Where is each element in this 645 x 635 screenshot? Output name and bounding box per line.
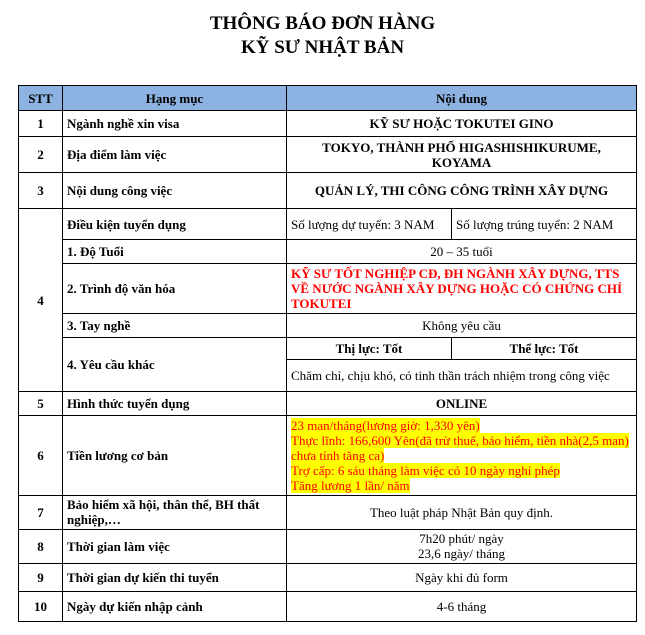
table-header-row [19, 86, 637, 111]
recruit-quota: Số lượng dự tuyển: 3 NAM [287, 209, 452, 240]
row-category: Địa điểm làm việc [63, 137, 287, 173]
row-category: Bảo hiểm xã hội, thân thể, BH thất nghiệp,… [63, 495, 287, 529]
table-row [19, 529, 637, 563]
row-category: Hình thức tuyển dụng [63, 392, 287, 415]
salary-content [287, 415, 637, 495]
row-content [287, 529, 637, 563]
table-row [19, 591, 637, 621]
row-stt: 3 [19, 173, 63, 209]
table-row [19, 495, 637, 529]
table-row [19, 415, 637, 495]
other-value: Chăm chỉ, chịu khó, có tinh thần trách nhiệm trong công việc [287, 360, 637, 392]
row-stt: 4 [19, 209, 63, 392]
row-stt: 9 [19, 563, 63, 591]
table-row [19, 111, 637, 137]
age-value: 20 – 35 tuổi [287, 240, 637, 264]
table-row [19, 137, 637, 173]
page-title: THÔNG BÁO ĐƠN HÀNG [209, 13, 436, 34]
table-row [19, 209, 637, 240]
row-content: Theo luật pháp Nhật Bản quy định. [287, 495, 637, 529]
fitness: Thể lực: Tốt [452, 338, 637, 360]
table-row [19, 338, 637, 360]
work-days: 23,6 ngày/ tháng [418, 546, 506, 562]
row-content: TOKYO, THÀNH PHỐ HIGASHISHIKURUME, KOYAMA [287, 137, 637, 173]
row-category: Nội dung công việc [63, 173, 287, 209]
skill-value: Không yêu cầu [287, 314, 637, 338]
salary-line: Trợ cấp: 6 sáu tháng làm việc có 10 ngày nghỉ phép [291, 462, 560, 478]
row-stt: 5 [19, 392, 63, 415]
row-content: Ngày khi đủ form [287, 563, 637, 591]
salary-line: Tăng lương 1 lần/ năm [291, 477, 410, 493]
row-category: Thời gian làm việc [63, 529, 287, 563]
row-stt: 10 [19, 591, 63, 621]
header-category: Hạng mục [63, 86, 287, 111]
row-content: ONLINE [287, 392, 637, 415]
order-table [18, 85, 637, 622]
row-stt: 1 [19, 111, 63, 137]
row-content: KỸ SƯ HOẶC TOKUTEI GINO [287, 111, 637, 137]
recruit-label: Điều kiện tuyển dụng [63, 209, 287, 240]
row-category: Tiền lương cơ bản [63, 415, 287, 495]
row-category: Ngày dự kiến nhập cảnh [63, 591, 287, 621]
eyesight: Thị lực: Tốt [287, 338, 452, 360]
table-row [19, 563, 637, 591]
row-stt: 8 [19, 529, 63, 563]
other-label: 4. Yêu cầu khác [63, 338, 287, 392]
recruit-pass: Số lượng trúng tuyển: 2 NAM [452, 209, 637, 240]
table-row [19, 240, 637, 264]
row-content: QUẢN LÝ, THI CÔNG CÔNG TRÌNH XÂY DỰNG [287, 173, 637, 209]
table-row [19, 173, 637, 209]
row-stt: 2 [19, 137, 63, 173]
work-hours: 7h20 phút/ ngày [419, 531, 504, 547]
age-label: 1. Độ Tuổi [63, 240, 287, 264]
row-stt: 6 [19, 415, 63, 495]
row-content: 4-6 tháng [287, 591, 637, 621]
header-content: Nội dung [287, 86, 637, 111]
skill-label: 3. Tay nghề [63, 314, 287, 338]
table-row [19, 264, 637, 314]
edu-value: KỸ SƯ TỐT NGHIỆP CĐ, ĐH NGÀNH XÂY DỰNG, TTS VỀ NƯỚC NGÀNH XÂY DỰNG HOẶC CÓ CHỨNG CHỈ TOKUTEI [287, 264, 637, 314]
edu-label: 2. Trình độ văn hóa [63, 264, 287, 314]
salary-line: 23 man/tháng(lương giờ: 1,330 yên) [291, 417, 480, 433]
page-subtitle: KỸ SƯ NHẬT BẢN [240, 37, 405, 58]
salary-line: Thực lĩnh: 166,600 Yên(đã trừ thuế, bảo hiểm, tiền nhà(2,5 man) chưa tính tăng ca) [291, 432, 629, 463]
row-category: Thời gian dự kiến thi tuyển [63, 563, 287, 591]
row-category: Ngành nghề xin visa [63, 111, 287, 137]
header-stt: STT [19, 86, 63, 111]
table-row [19, 392, 637, 415]
table-row [19, 314, 637, 338]
row-stt: 7 [19, 495, 63, 529]
